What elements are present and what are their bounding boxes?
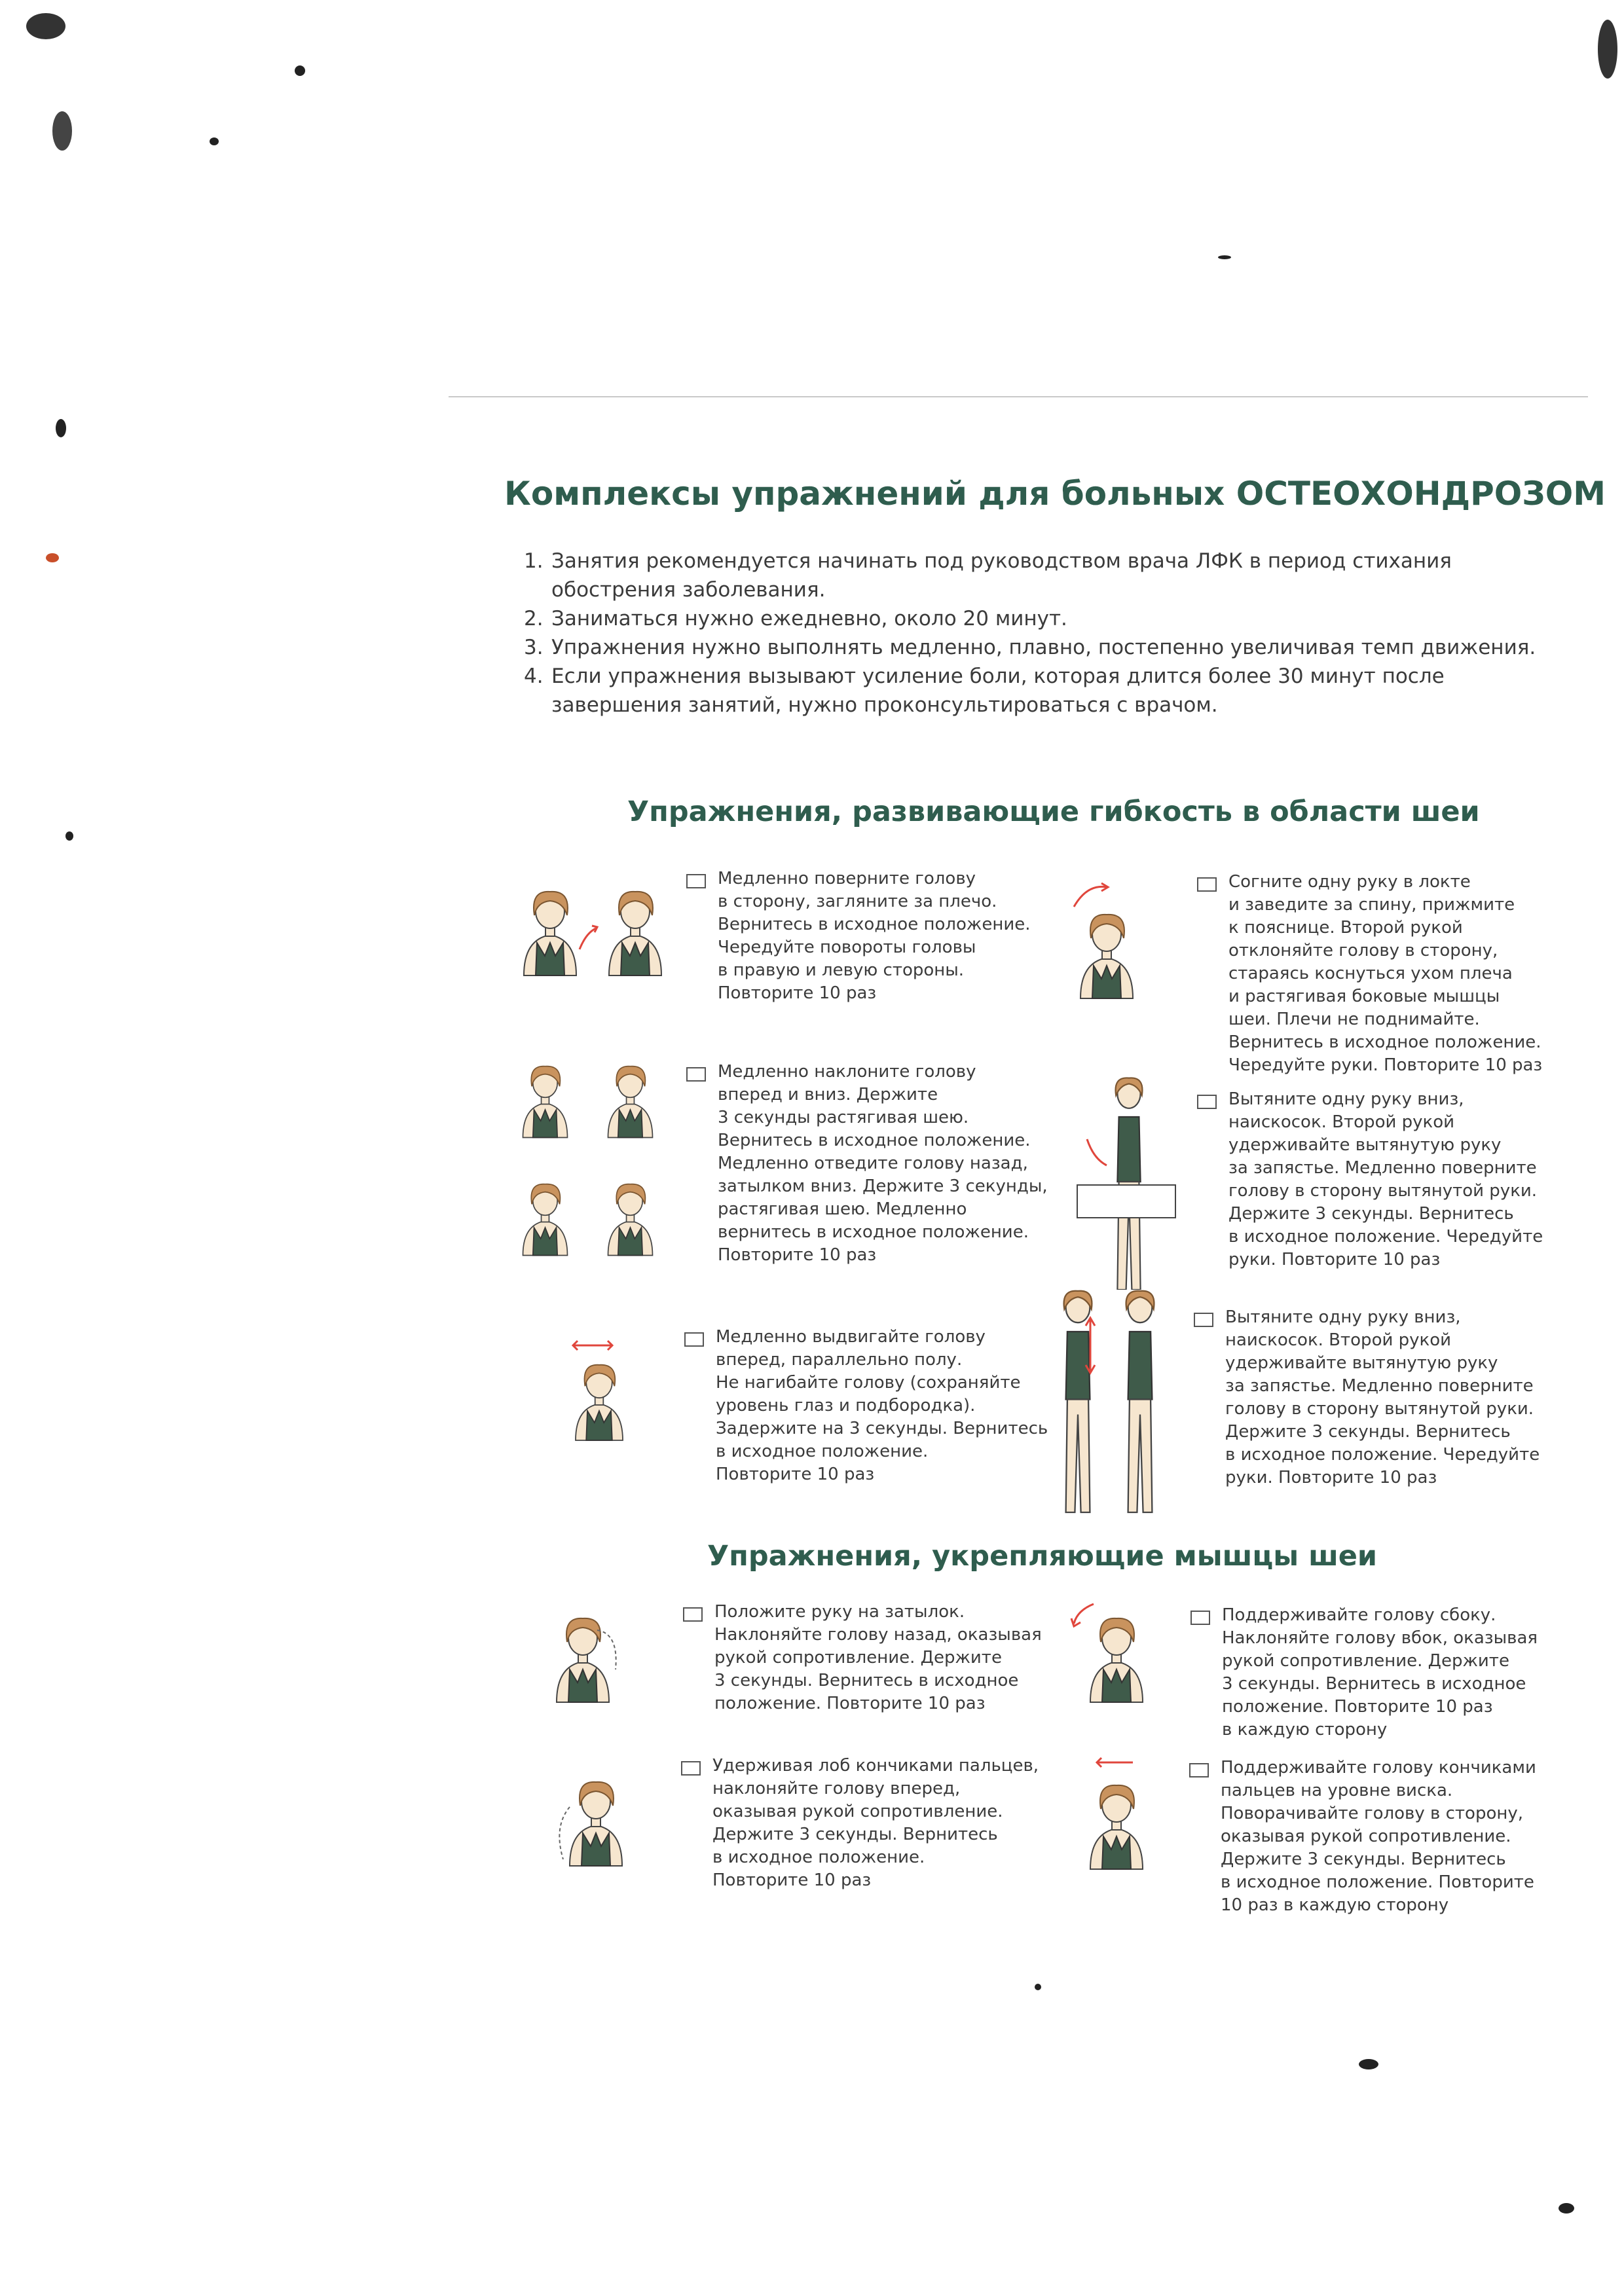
exercise-text: Вытяните одну руку вниз, наискосок. Второй рукой удерживайте вытянутую руку за запястье. Медленно поверните голову в сторону вытянутой руки. Держите 3 секунды. Вернитесь в исходное положение. Чередуйте руки. Повторите 10 раз	[1228, 1089, 1543, 1269]
exercise-item	[1197, 1088, 1564, 1278]
exercise-text: Удерживая лоб кончиками пальцев, наклоняйте голову вперед, оказывая рукой сопротивление. Держите 3 секунды. Вернитесь в исходное положение. Повторите 10 раз	[712, 1756, 1039, 1890]
exercise-item	[686, 1061, 1053, 1270]
exercise-text: Медленно поверните голову в сторону, загляните за плечо. Вернитесь в исходное положение. Чередуйте повороты головы в правую и левую стороны. Повторите 10 раз	[718, 869, 1031, 1003]
woman-figure-icon	[570, 1329, 648, 1453]
exercise-text: Вытяните одну руку вниз, наискосок. Второй рукой удерживайте вытянутую руку за запястье. Медленно поверните голову в сторону вытянутой руки. Держите 3 секунды. Вернитесь в исходное положение. Чередуйте руки. Повторите 10 раз	[1225, 1307, 1540, 1487]
woman-figure-icon	[517, 1054, 668, 1277]
rule-text: Упражнения нужно выполнять медленно, плавно, постепенно увеличивая темп движения.	[551, 636, 1536, 659]
checkbox-icon[interactable]	[1189, 1763, 1209, 1777]
woman-figure-icon	[550, 1604, 635, 1709]
rule-item	[524, 547, 1545, 604]
woman-figure-icon	[550, 1768, 635, 1872]
scan-speck	[56, 419, 66, 437]
scan-speck	[1359, 2059, 1378, 2069]
section-heading-strengthening: Упражнения, укрепляющие мышцы шеи	[707, 1540, 1378, 1573]
scan-speck	[295, 65, 305, 76]
exercise-item	[1197, 871, 1564, 1080]
exercise-item	[1190, 1604, 1557, 1748]
checkbox-icon[interactable]	[686, 1067, 706, 1082]
scan-speck	[1218, 255, 1231, 259]
checkbox-icon[interactable]	[1197, 1095, 1217, 1109]
rule-number: 2.	[524, 607, 544, 630]
scan-speck	[65, 831, 73, 841]
exercise-item	[1194, 1306, 1560, 1496]
exercise-item	[1189, 1757, 1556, 1920]
rule-text: Заниматься нужно ежедневно, около 20 минут.	[551, 607, 1067, 630]
checkbox-icon[interactable]	[681, 1761, 701, 1776]
checkbox-icon[interactable]	[1197, 877, 1217, 892]
woman-figure-icon	[1067, 1755, 1166, 1872]
rule-text: Если упражнения вызывают усиление боли, которая длится более 30 минут после завершения занятий, нужно проконсультироваться с врачом.	[551, 665, 1445, 717]
rule-item	[524, 604, 1545, 633]
rule-number: 1.	[524, 549, 544, 573]
woman-figure-icon	[1074, 1061, 1179, 1290]
exercise-text: Согните одну руку в локте и заведите за спину, прижмите к пояснице. Второй рукой отклоняйте голову в сторону, стараясь коснуться ухом плеча и растягивая боковые мышцы шеи. Плечи не поднимайте. Вернитесь в исходное положение. Чередуйте руки. Повторите 10 раз	[1228, 872, 1543, 1075]
exercise-text: Поддерживайте голову сбоку. Наклоняйте голову вбок, оказывая рукой сопротивление. Держите 3 секунды. Вернитесь в исходное положение. Повторите 10 раз в каждую сторону	[1222, 1605, 1538, 1740]
rule-number: 3.	[524, 636, 544, 659]
scan-speck	[1559, 2203, 1574, 2214]
rule-text: Занятия рекомендуется начинать под руководством врача ЛФК в период стихания обострения заболевания.	[551, 549, 1452, 602]
exercise-text: Медленно наклоните голову вперед и вниз. Держите 3 секунды растягивая шею. Вернитесь в исходное положение. Медленно отведите голову назад, затылком вниз. Держите 3 секунды, растягивая шею. Медленно вернитесь в исходное положение. Повторите 10 раз	[718, 1062, 1048, 1265]
woman-figure-icon	[1041, 1280, 1172, 1522]
woman-figure-icon	[1067, 1597, 1166, 1709]
exercise-text: Медленно выдвигайте голову вперед, параллельно полу. Не нагибайте голову (сохраняйте уровень глаз и подбородка). Задержите на 3 секунды. Вернитесь в исходное положение. Повторите 10 раз	[716, 1327, 1048, 1484]
scan-speck	[52, 111, 72, 151]
checkbox-icon[interactable]	[684, 1332, 704, 1347]
scan-speck	[210, 137, 219, 145]
scan-speck	[1035, 1984, 1041, 1990]
scan-speck	[1598, 20, 1617, 79]
exercise-item	[683, 1601, 1050, 1725]
rules-list	[524, 547, 1545, 720]
page-title: Комплексы упражнений для больных ОСТЕОХОНДРОЗОМ	[504, 475, 1606, 513]
checkbox-icon[interactable]	[1190, 1611, 1210, 1625]
rule-item	[524, 662, 1545, 720]
woman-figure-icon	[517, 877, 668, 982]
exercise-item	[684, 1326, 1051, 1489]
rule-item	[524, 633, 1545, 662]
checkbox-icon[interactable]	[686, 874, 706, 888]
exercise-item	[681, 1755, 1048, 1899]
scan-speck	[26, 13, 65, 39]
rule-number: 4.	[524, 665, 544, 688]
woman-figure-icon	[1061, 881, 1166, 1005]
exercise-item	[686, 867, 1053, 1018]
exercise-text: Поддерживайте голову кончиками пальцев на уровне виска. Поворачивайте голову в сторону, оказывая рукой сопротивление. Держите 3 секунды. Вернитесь в исходное положение. Повторите 10 раз в каждую сторону	[1221, 1758, 1536, 1915]
scan-speck	[46, 553, 59, 562]
checkbox-icon[interactable]	[683, 1607, 703, 1622]
exercise-text: Положите руку на затылок. Наклоняйте голову назад, оказывая рукой сопротивление. Держите 3 секунды. Вернитесь в исходное положение. Повторите 10 раз	[714, 1602, 1042, 1713]
section-heading-flexibility: Упражнения, развивающие гибкость в области шеи	[627, 795, 1480, 828]
checkbox-icon[interactable]	[1194, 1313, 1213, 1327]
top-divider	[449, 396, 1588, 397]
